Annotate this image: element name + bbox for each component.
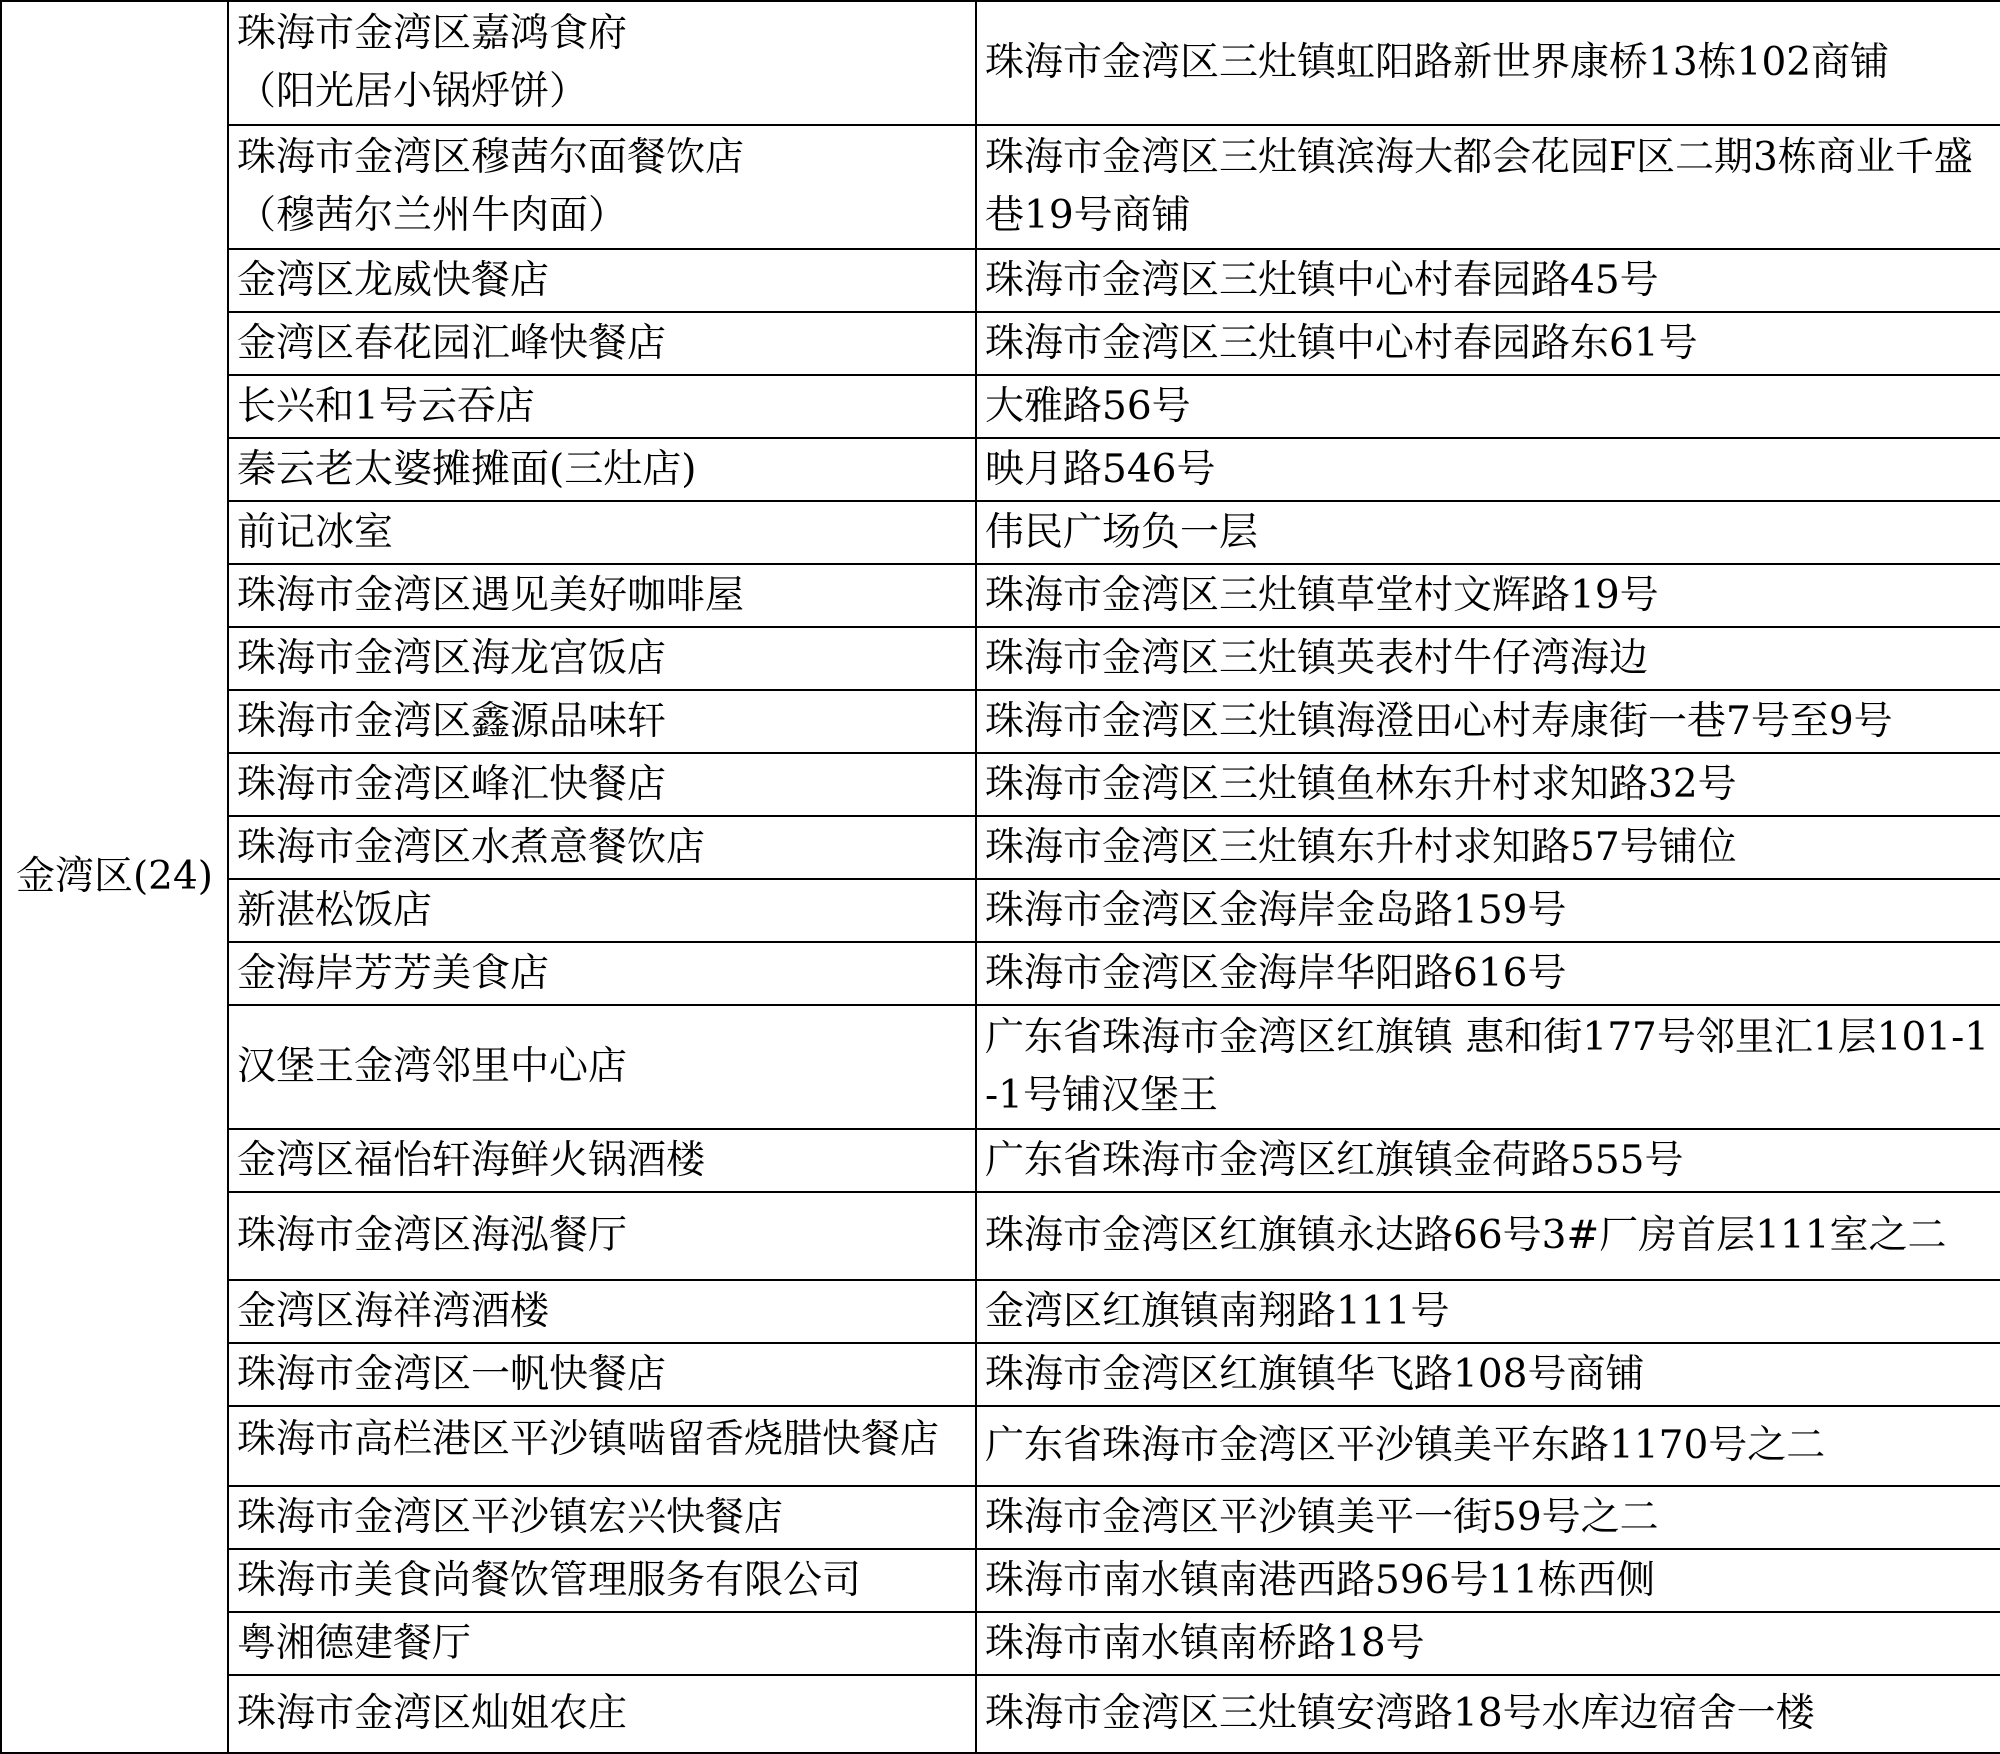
restaurant-name: 珠海市金湾区嘉鸿食府	[237, 11, 628, 56]
restaurant-name: 金湾区海祥湾酒楼	[228, 1280, 976, 1343]
restaurant-address: 珠海市金湾区平沙镇美平一街59号之二	[976, 1486, 2000, 1549]
table-row	[1, 1, 2000, 125]
restaurant-address: 映月路546号	[976, 438, 2000, 501]
table-row	[1, 501, 2000, 564]
restaurant-address: 珠海市金湾区金海岸金岛路159号	[976, 879, 2000, 942]
table-row	[1, 1129, 2000, 1192]
restaurant-name: 珠海市美食尚餐饮管理服务有限公司	[228, 1549, 976, 1612]
table-row	[1, 690, 2000, 753]
district-cell: 金湾区(24)	[1, 1, 228, 1753]
restaurant-address: 珠海市南水镇南港西路596号11栋西侧	[976, 1549, 2000, 1612]
table-row	[1, 1549, 2000, 1612]
restaurant-name: 珠海市金湾区平沙镇宏兴快餐店	[228, 1486, 976, 1549]
table-row	[1, 1675, 2000, 1753]
restaurant-name: 秦云老太婆摊摊面(三灶店)	[228, 438, 976, 501]
table-row	[1, 1486, 2000, 1549]
restaurant-name: 金湾区龙威快餐店	[228, 249, 976, 312]
table-row	[1, 627, 2000, 690]
restaurant-name: 珠海市金湾区水煮意餐饮店	[228, 816, 976, 879]
restaurant-address: 金湾区红旗镇南翔路111号	[976, 1280, 2000, 1343]
restaurant-name: 汉堡王金湾邻里中心店	[228, 1005, 976, 1129]
restaurant-address: 伟民广场负一层	[976, 501, 2000, 564]
restaurant-name-note: （穆茜尔兰州牛肉面）	[237, 193, 628, 238]
restaurant-address: 珠海市金湾区红旗镇永达路66号3#厂房首层111室之二	[976, 1192, 2000, 1280]
restaurant-address: 广东省珠海市金湾区红旗镇金荷路555号	[976, 1129, 2000, 1192]
table-row	[1, 125, 2000, 249]
restaurant-name: 粤湘德建餐厅	[228, 1612, 976, 1675]
restaurant-address: 珠海市金湾区三灶镇中心村春园路45号	[976, 249, 2000, 312]
restaurant-name: 珠海市金湾区穆茜尔面餐饮店	[237, 135, 745, 180]
restaurant-name-cell	[228, 1406, 976, 1486]
table-row	[1, 753, 2000, 816]
restaurant-address: 珠海市金湾区三灶镇东升村求知路57号铺位	[976, 816, 2000, 879]
table-row	[1, 1406, 2000, 1486]
restaurant-address: 珠海市金湾区金海岸华阳路616号	[976, 942, 2000, 1005]
table-row	[1, 438, 2000, 501]
restaurant-address: 珠海市金湾区三灶镇草堂村文辉路19号	[976, 564, 2000, 627]
restaurant-name: 长兴和1号云吞店	[228, 375, 976, 438]
table-row	[1, 942, 2000, 1005]
table-row	[1, 564, 2000, 627]
restaurant-address: 广东省珠海市金湾区平沙镇美平东路1170号之二	[976, 1406, 2000, 1486]
restaurant-name: 珠海市金湾区鑫源品味轩	[228, 690, 976, 753]
restaurant-address: 珠海市金湾区三灶镇滨海大都会花园F区二期3栋商业千盛巷19号商铺	[976, 125, 2000, 249]
table-row	[1, 249, 2000, 312]
restaurant-address: 珠海市金湾区三灶镇虹阳路新世界康桥13栋102商铺	[976, 1, 2000, 125]
restaurant-address: 珠海市金湾区三灶镇安湾路18号水库边宿舍一楼	[976, 1675, 2000, 1753]
restaurant-name-cell	[228, 125, 976, 249]
restaurant-name: 金湾区福怡轩海鲜火锅酒楼	[228, 1129, 976, 1192]
restaurant-address: 广东省珠海市金湾区红旗镇 惠和街177号邻里汇1层101-1-1号铺汉堡王	[976, 1005, 2000, 1129]
restaurant-address: 大雅路56号	[976, 375, 2000, 438]
restaurant-name: 珠海市金湾区峰汇快餐店	[228, 753, 976, 816]
table-row	[1, 879, 2000, 942]
restaurant-name: 新湛松饭店	[228, 879, 976, 942]
restaurant-address: 珠海市金湾区三灶镇鱼林东升村求知路32号	[976, 753, 2000, 816]
restaurant-name: 金湾区春花园汇峰快餐店	[228, 312, 976, 375]
table-row	[1, 1005, 2000, 1129]
table-row	[1, 1280, 2000, 1343]
table-row	[1, 312, 2000, 375]
restaurant-name: 珠海市高栏港区平沙镇啮留香烧腊快餐店	[237, 1417, 940, 1462]
restaurant-name: 金海岸芳芳美食店	[228, 942, 976, 1005]
restaurant-address: 珠海市金湾区红旗镇华飞路108号商铺	[976, 1343, 2000, 1406]
restaurant-address: 珠海市南水镇南桥路18号	[976, 1612, 2000, 1675]
restaurant-name: 珠海市金湾区一帆快餐店	[228, 1343, 976, 1406]
table-row	[1, 1612, 2000, 1675]
restaurant-address: 珠海市金湾区三灶镇海澄田心村寿康街一巷7号至9号	[976, 690, 2000, 753]
restaurant-name: 前记冰室	[228, 501, 976, 564]
restaurant-address: 珠海市金湾区三灶镇英表村牛仔湾海边	[976, 627, 2000, 690]
table-row	[1, 375, 2000, 438]
restaurant-name-note: （阳光居小锅烀饼）	[237, 69, 589, 114]
table-row	[1, 1343, 2000, 1406]
restaurant-name: 珠海市金湾区海泓餐厅	[228, 1192, 976, 1280]
table-row	[1, 1192, 2000, 1280]
restaurant-name-cell	[228, 1, 976, 125]
restaurant-name: 珠海市金湾区灿姐农庄	[228, 1675, 976, 1753]
restaurant-address: 珠海市金湾区三灶镇中心村春园路东61号	[976, 312, 2000, 375]
table-row	[1, 816, 2000, 879]
restaurant-name: 珠海市金湾区遇见美好咖啡屋	[228, 564, 976, 627]
restaurant-name: 珠海市金湾区海龙宫饭店	[228, 627, 976, 690]
